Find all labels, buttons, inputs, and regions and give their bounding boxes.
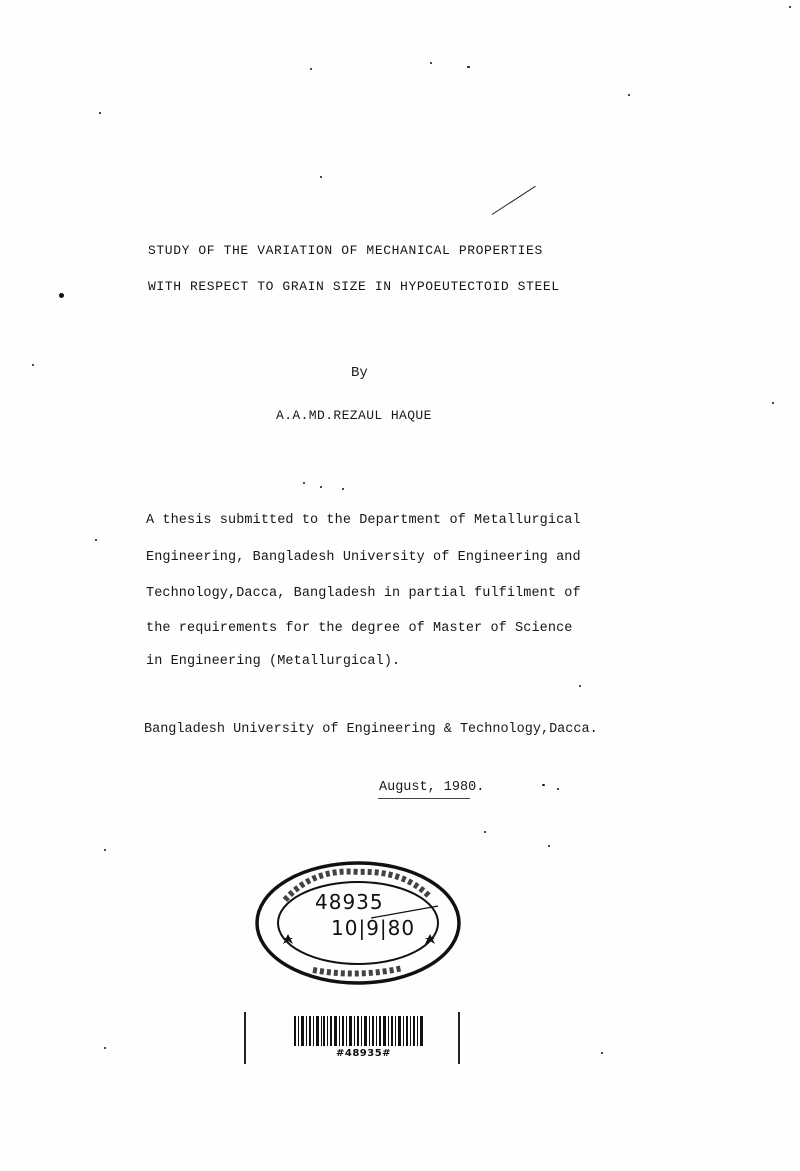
scan-speck xyxy=(579,685,581,687)
scan-speck xyxy=(32,364,34,366)
library-stamp xyxy=(253,858,463,988)
scan-speck xyxy=(601,1052,603,1054)
barcode-icon xyxy=(294,1016,424,1046)
statement-line: A thesis submitted to the Department of Metallurgical xyxy=(146,513,581,528)
statement-line: Technology,Dacca, Bangladesh in partial fulfilment of xyxy=(146,586,581,601)
scan-speck xyxy=(59,293,64,298)
barcode-bracket-right xyxy=(458,1012,460,1064)
barcode-number: #48935# xyxy=(336,1048,392,1059)
scan-speck xyxy=(628,94,630,96)
submission-date: August, 1980. xyxy=(379,780,485,795)
statement-line: the requirements for the degree of Master of Science xyxy=(146,621,573,636)
institution-name: Bangladesh University of Engineering & Technology,Dacca. xyxy=(144,722,598,737)
stamp-accession-number: 48935 xyxy=(315,890,384,914)
scan-speck xyxy=(310,68,312,70)
stamp-date: 10|9|80 xyxy=(331,916,416,940)
scan-speck xyxy=(467,66,470,68)
scan-speck xyxy=(772,402,774,404)
scan-speck xyxy=(99,112,101,114)
thesis-title-line-1: STUDY OF THE VARIATION OF MECHANICAL PROPERTIES xyxy=(148,243,543,258)
author-name: A.A.MD.REZAUL HAQUE xyxy=(276,408,432,423)
statement-line: in Engineering (Metallurgical). xyxy=(146,654,401,669)
scan-speck xyxy=(95,539,97,541)
scan-speck xyxy=(303,482,305,484)
scan-speck xyxy=(430,62,432,64)
scan-speck xyxy=(542,784,545,786)
thesis-title-line-2: WITH RESPECT TO GRAIN SIZE IN HYPOEUTECTOID STEEL xyxy=(148,279,560,294)
scan-speck xyxy=(548,845,550,847)
date-underline xyxy=(378,798,470,799)
scan-speck xyxy=(104,849,106,851)
barcode-bracket-left xyxy=(244,1012,246,1064)
scan-speck xyxy=(789,6,791,8)
scan-speck xyxy=(320,176,322,178)
statement-line: Engineering, Bangladesh University of Engineering and xyxy=(146,550,581,565)
scan-speck xyxy=(342,488,344,490)
scan-speck xyxy=(484,831,486,833)
by-label: By xyxy=(351,365,368,381)
scan-speck xyxy=(320,486,322,488)
scan-speck xyxy=(557,788,559,790)
handwritten-mark xyxy=(492,186,536,215)
scan-speck xyxy=(104,1047,106,1049)
barcode-label xyxy=(244,1008,460,1074)
